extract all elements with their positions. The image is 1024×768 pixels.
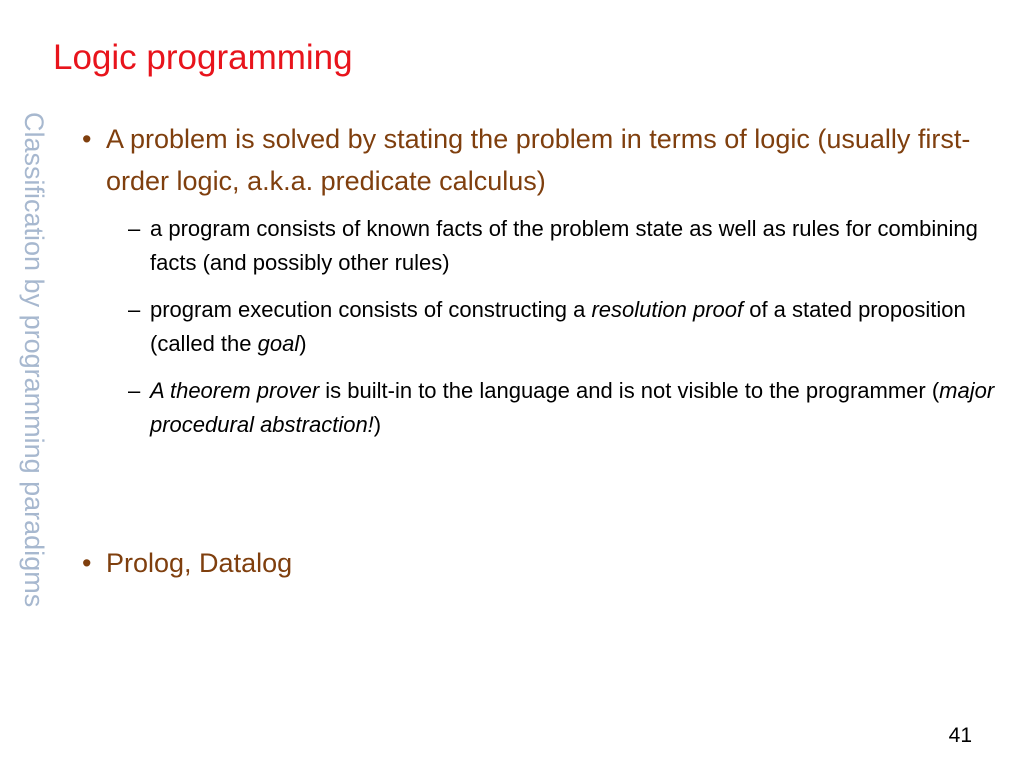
bullet-marker: • [82, 124, 92, 154]
bullet-text: A problem is solved by stating the problem in terms of logic (usually first-order logic, a.k.a. predicate calculus) [106, 124, 971, 196]
italic-term: resolution proof [591, 297, 744, 322]
bullet-text: Prolog, Datalog [106, 548, 293, 578]
italic-term: major procedural abstraction! [150, 378, 995, 437]
dash-marker: – [128, 378, 141, 403]
sub-bullet-item [128, 212, 1010, 280]
sub-bullet-text: a program consists of known facts of the problem state as well as rules for combining facts (and possibly other rules) [150, 216, 978, 275]
bullet-item [82, 118, 1002, 202]
italic-term: A theorem prover [150, 378, 320, 403]
text-segment: is built-in to the language and is not visible to the programmer ( [319, 378, 940, 403]
text-segment: program execution consists of constructing a [150, 297, 592, 322]
sub-bullet-item [128, 374, 1010, 442]
text-segment: of a stated proposition (called the [150, 297, 966, 356]
slide-title: Logic programming [53, 38, 353, 77]
page-number: 41 [948, 724, 972, 747]
text-segment: ) [373, 412, 382, 437]
dash-marker: – [128, 216, 141, 241]
sub-bullet-text [150, 378, 994, 437]
text-segment: ) [299, 331, 307, 356]
sub-bullet-text [150, 297, 966, 356]
sub-bullet-item [128, 293, 1010, 361]
sub-bullet-list [128, 212, 1002, 442]
slide-body [82, 118, 1002, 455]
italic-term: goal [257, 331, 300, 356]
bullet-item [82, 542, 292, 584]
dash-marker: – [128, 297, 141, 322]
bullet-marker: • [82, 548, 92, 578]
side-section-label: Classification by programming paradigms [19, 112, 49, 608]
